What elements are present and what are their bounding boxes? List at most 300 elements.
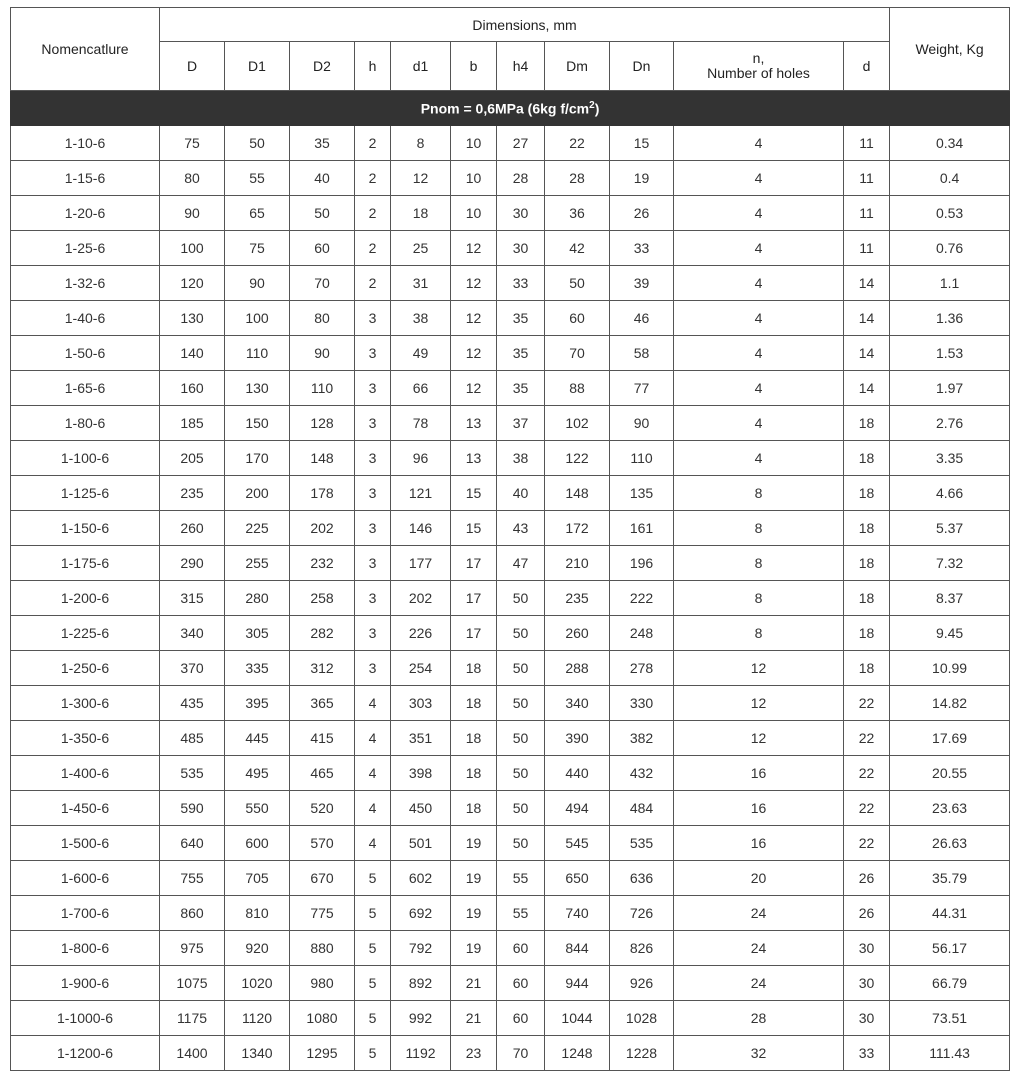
cell-Dm: 740 [545, 896, 610, 931]
cell-D2: 1080 [290, 1001, 355, 1036]
cell-holes: 4 [674, 371, 844, 406]
cell-Dn: 926 [610, 966, 674, 1001]
cell-d: 30 [844, 931, 890, 966]
cell-Dm: 70 [545, 336, 610, 371]
table-row [11, 896, 1010, 931]
cell-D1: 90 [225, 266, 290, 301]
cell-h4: 50 [497, 826, 545, 861]
pressure-band-text: Pnom = 0,6MPa (6kg f/cm [420, 100, 590, 117]
cell-b: 17 [451, 616, 497, 651]
cell-d1: 398 [391, 756, 451, 791]
cell-Dn: 278 [610, 651, 674, 686]
cell-b: 19 [451, 826, 497, 861]
cell-d1: 450 [391, 791, 451, 826]
cell-h4: 50 [497, 791, 545, 826]
cell-d1: 25 [391, 231, 451, 266]
cell-D1: 55 [225, 161, 290, 196]
cell-h4: 30 [497, 196, 545, 231]
cell-D: 860 [160, 896, 225, 931]
cell-Dn: 39 [610, 266, 674, 301]
cell-h: 4 [355, 756, 391, 791]
cell-Dn: 1028 [610, 1001, 674, 1036]
cell-Dm: 1044 [545, 1001, 610, 1036]
cell-d: 18 [844, 406, 890, 441]
cell-b: 10 [451, 126, 497, 161]
table-row [11, 441, 1010, 476]
cell-d: 14 [844, 336, 890, 371]
cell-D: 640 [160, 826, 225, 861]
cell-Dn: 90 [610, 406, 674, 441]
cell-h: 5 [355, 966, 391, 1001]
cell-d1: 146 [391, 511, 451, 546]
cell-b: 18 [451, 686, 497, 721]
cell-b: 12 [451, 336, 497, 371]
cell-d: 30 [844, 966, 890, 1001]
cell-D2: 1295 [290, 1036, 355, 1071]
pressure-band-suffix: ) [594, 100, 600, 117]
cell-Dm: 122 [545, 441, 610, 476]
cell-h: 3 [355, 616, 391, 651]
cell-d: 11 [844, 196, 890, 231]
cell-D: 205 [160, 441, 225, 476]
cell-d1: 351 [391, 721, 451, 756]
cell-h4: 60 [497, 966, 545, 1001]
table-row [11, 581, 1010, 616]
cell-Dm: 545 [545, 826, 610, 861]
cell-weight: 0.4 [890, 161, 1010, 196]
cell-D1: 110 [225, 336, 290, 371]
header-col-Dm: Dm [545, 42, 610, 91]
cell-holes: 4 [674, 126, 844, 161]
cell-D2: 980 [290, 966, 355, 1001]
cell-d: 18 [844, 441, 890, 476]
cell-Dm: 1248 [545, 1036, 610, 1071]
table-row [11, 266, 1010, 301]
header-col-Dn: Dn [610, 42, 674, 91]
cell-d: 14 [844, 266, 890, 301]
cell-Dm: 235 [545, 581, 610, 616]
cell-weight: 1.97 [890, 371, 1010, 406]
cell-nomenclature: 1-125-6 [11, 476, 160, 511]
cell-D1: 1020 [225, 966, 290, 1001]
cell-b: 13 [451, 441, 497, 476]
cell-Dm: 288 [545, 651, 610, 686]
cell-Dn: 77 [610, 371, 674, 406]
cell-Dn: 161 [610, 511, 674, 546]
cell-nomenclature: 1-500-6 [11, 826, 160, 861]
cell-D: 120 [160, 266, 225, 301]
cell-weight: 44.31 [890, 896, 1010, 931]
cell-holes: 8 [674, 511, 844, 546]
cell-h: 5 [355, 861, 391, 896]
cell-h: 3 [355, 336, 391, 371]
cell-Dn: 135 [610, 476, 674, 511]
cell-d: 22 [844, 721, 890, 756]
cell-h: 3 [355, 511, 391, 546]
cell-d1: 602 [391, 861, 451, 896]
cell-D2: 670 [290, 861, 355, 896]
cell-D1: 445 [225, 721, 290, 756]
cell-D1: 280 [225, 581, 290, 616]
cell-D1: 600 [225, 826, 290, 861]
cell-h4: 43 [497, 511, 545, 546]
header-col-h4: h4 [497, 42, 545, 91]
cell-nomenclature: 1-15-6 [11, 161, 160, 196]
header-dimensions: Dimensions, mm [160, 8, 890, 42]
cell-h4: 60 [497, 1001, 545, 1036]
table-row [11, 966, 1010, 1001]
cell-b: 17 [451, 581, 497, 616]
table-row [11, 371, 1010, 406]
cell-Dn: 33 [610, 231, 674, 266]
cell-D1: 255 [225, 546, 290, 581]
cell-nomenclature: 1-50-6 [11, 336, 160, 371]
cell-b: 12 [451, 371, 497, 406]
cell-holes: 4 [674, 231, 844, 266]
cell-weight: 2.76 [890, 406, 1010, 441]
header-col-D: D [160, 42, 225, 91]
header-col-b: b [451, 42, 497, 91]
cell-d1: 202 [391, 581, 451, 616]
cell-Dm: 494 [545, 791, 610, 826]
cell-h4: 50 [497, 581, 545, 616]
cell-nomenclature: 1-1000-6 [11, 1001, 160, 1036]
cell-D2: 232 [290, 546, 355, 581]
cell-d: 11 [844, 161, 890, 196]
table-row [11, 826, 1010, 861]
cell-d1: 12 [391, 161, 451, 196]
cell-b: 21 [451, 1001, 497, 1036]
cell-h: 2 [355, 231, 391, 266]
cell-d: 11 [844, 126, 890, 161]
cell-D2: 110 [290, 371, 355, 406]
cell-Dm: 210 [545, 546, 610, 581]
cell-h4: 50 [497, 721, 545, 756]
cell-b: 15 [451, 476, 497, 511]
cell-nomenclature: 1-350-6 [11, 721, 160, 756]
cell-b: 10 [451, 161, 497, 196]
cell-weight: 26.63 [890, 826, 1010, 861]
cell-h4: 35 [497, 371, 545, 406]
cell-b: 15 [451, 511, 497, 546]
cell-nomenclature: 1-10-6 [11, 126, 160, 161]
cell-d1: 1192 [391, 1036, 451, 1071]
cell-d: 33 [844, 1036, 890, 1071]
cell-D: 370 [160, 651, 225, 686]
cell-d1: 96 [391, 441, 451, 476]
cell-holes: 16 [674, 826, 844, 861]
cell-D: 1175 [160, 1001, 225, 1036]
table-row [11, 861, 1010, 896]
cell-weight: 1.53 [890, 336, 1010, 371]
cell-weight: 14.82 [890, 686, 1010, 721]
cell-d: 11 [844, 231, 890, 266]
cell-weight: 4.66 [890, 476, 1010, 511]
table-row [11, 931, 1010, 966]
cell-nomenclature: 1-40-6 [11, 301, 160, 336]
cell-D2: 148 [290, 441, 355, 476]
cell-h4: 30 [497, 231, 545, 266]
header-weight: Weight, Kg [890, 8, 1010, 91]
cell-b: 12 [451, 301, 497, 336]
cell-D1: 920 [225, 931, 290, 966]
cell-D2: 40 [290, 161, 355, 196]
cell-b: 13 [451, 406, 497, 441]
cell-D: 100 [160, 231, 225, 266]
cell-D2: 282 [290, 616, 355, 651]
cell-Dn: 110 [610, 441, 674, 476]
cell-nomenclature: 1-800-6 [11, 931, 160, 966]
cell-D2: 35 [290, 126, 355, 161]
cell-holes: 4 [674, 161, 844, 196]
cell-D: 485 [160, 721, 225, 756]
table-row [11, 651, 1010, 686]
cell-D1: 1340 [225, 1036, 290, 1071]
cell-nomenclature: 1-80-6 [11, 406, 160, 441]
cell-holes: 24 [674, 966, 844, 1001]
cell-d: 26 [844, 896, 890, 931]
table-row [11, 336, 1010, 371]
cell-D2: 570 [290, 826, 355, 861]
cell-D: 130 [160, 301, 225, 336]
header-col-holes [674, 42, 844, 91]
cell-holes: 4 [674, 336, 844, 371]
cell-Dm: 650 [545, 861, 610, 896]
cell-h: 2 [355, 266, 391, 301]
cell-D2: 775 [290, 896, 355, 931]
cell-D: 535 [160, 756, 225, 791]
cell-D2: 312 [290, 651, 355, 686]
cell-d: 18 [844, 511, 890, 546]
table-row [11, 1036, 1010, 1071]
cell-nomenclature: 1-175-6 [11, 546, 160, 581]
cell-h4: 40 [497, 476, 545, 511]
cell-weight: 111.43 [890, 1036, 1010, 1071]
cell-D: 75 [160, 126, 225, 161]
cell-D: 1075 [160, 966, 225, 1001]
cell-nomenclature: 1-450-6 [11, 791, 160, 826]
cell-D1: 170 [225, 441, 290, 476]
cell-D1: 705 [225, 861, 290, 896]
cell-D1: 225 [225, 511, 290, 546]
cell-Dm: 28 [545, 161, 610, 196]
cell-holes: 4 [674, 406, 844, 441]
cell-weight: 56.17 [890, 931, 1010, 966]
cell-h4: 55 [497, 896, 545, 931]
cell-D2: 258 [290, 581, 355, 616]
cell-h4: 60 [497, 931, 545, 966]
cell-nomenclature: 1-300-6 [11, 686, 160, 721]
table-row [11, 1001, 1010, 1036]
cell-h: 4 [355, 791, 391, 826]
cell-weight: 17.69 [890, 721, 1010, 756]
cell-b: 18 [451, 721, 497, 756]
cell-D1: 75 [225, 231, 290, 266]
cell-D1: 335 [225, 651, 290, 686]
cell-weight: 8.37 [890, 581, 1010, 616]
cell-D1: 50 [225, 126, 290, 161]
cell-h: 3 [355, 301, 391, 336]
cell-h: 2 [355, 161, 391, 196]
cell-weight: 1.1 [890, 266, 1010, 301]
cell-D: 80 [160, 161, 225, 196]
cell-Dn: 432 [610, 756, 674, 791]
header-col-D1: D1 [225, 42, 290, 91]
table-row [11, 161, 1010, 196]
cell-Dn: 330 [610, 686, 674, 721]
cell-D1: 810 [225, 896, 290, 931]
cell-h4: 33 [497, 266, 545, 301]
cell-nomenclature: 1-400-6 [11, 756, 160, 791]
cell-h: 4 [355, 686, 391, 721]
table-row [11, 126, 1010, 161]
cell-weight: 35.79 [890, 861, 1010, 896]
cell-b: 18 [451, 756, 497, 791]
cell-D2: 178 [290, 476, 355, 511]
cell-d: 22 [844, 756, 890, 791]
cell-holes: 8 [674, 476, 844, 511]
cell-b: 19 [451, 896, 497, 931]
table-row [11, 476, 1010, 511]
cell-nomenclature: 1-200-6 [11, 581, 160, 616]
flange-spec-table [10, 7, 1010, 1071]
header-col-d1: d1 [391, 42, 451, 91]
cell-Dm: 390 [545, 721, 610, 756]
cell-D1: 65 [225, 196, 290, 231]
cell-Dm: 50 [545, 266, 610, 301]
cell-Dm: 172 [545, 511, 610, 546]
cell-Dn: 636 [610, 861, 674, 896]
cell-Dn: 15 [610, 126, 674, 161]
cell-D1: 150 [225, 406, 290, 441]
cell-b: 19 [451, 931, 497, 966]
table-row [11, 406, 1010, 441]
cell-holes: 12 [674, 721, 844, 756]
cell-D2: 90 [290, 336, 355, 371]
cell-d1: 66 [391, 371, 451, 406]
cell-d1: 18 [391, 196, 451, 231]
cell-d1: 892 [391, 966, 451, 1001]
header-holes-short: n, [752, 50, 765, 66]
cell-d1: 226 [391, 616, 451, 651]
cell-Dm: 102 [545, 406, 610, 441]
cell-D: 260 [160, 511, 225, 546]
cell-D1: 100 [225, 301, 290, 336]
cell-D: 235 [160, 476, 225, 511]
cell-d1: 78 [391, 406, 451, 441]
header-col-h: h [355, 42, 391, 91]
cell-Dm: 440 [545, 756, 610, 791]
cell-weight: 5.37 [890, 511, 1010, 546]
cell-h: 3 [355, 406, 391, 441]
cell-D1: 1120 [225, 1001, 290, 1036]
cell-h: 3 [355, 441, 391, 476]
cell-D: 315 [160, 581, 225, 616]
cell-d1: 177 [391, 546, 451, 581]
cell-d1: 303 [391, 686, 451, 721]
cell-holes: 16 [674, 791, 844, 826]
cell-d1: 8 [391, 126, 451, 161]
cell-holes: 8 [674, 581, 844, 616]
cell-nomenclature: 1-100-6 [11, 441, 160, 476]
cell-Dm: 36 [545, 196, 610, 231]
cell-D: 435 [160, 686, 225, 721]
cell-D: 1400 [160, 1036, 225, 1071]
cell-h: 2 [355, 196, 391, 231]
cell-Dn: 46 [610, 301, 674, 336]
cell-h: 4 [355, 721, 391, 756]
cell-weight: 3.35 [890, 441, 1010, 476]
cell-Dn: 535 [610, 826, 674, 861]
cell-d1: 49 [391, 336, 451, 371]
cell-nomenclature: 1-600-6 [11, 861, 160, 896]
cell-h4: 28 [497, 161, 545, 196]
pressure-band-superscript: 2 [589, 99, 595, 111]
cell-weight: 23.63 [890, 791, 1010, 826]
cell-weight: 73.51 [890, 1001, 1010, 1036]
cell-d: 18 [844, 476, 890, 511]
cell-h4: 70 [497, 1036, 545, 1071]
cell-weight: 0.34 [890, 126, 1010, 161]
cell-weight: 0.76 [890, 231, 1010, 266]
cell-D2: 202 [290, 511, 355, 546]
cell-Dn: 222 [610, 581, 674, 616]
cell-D2: 50 [290, 196, 355, 231]
cell-D2: 70 [290, 266, 355, 301]
cell-Dm: 148 [545, 476, 610, 511]
cell-b: 19 [451, 861, 497, 896]
cell-h4: 50 [497, 756, 545, 791]
cell-Dn: 248 [610, 616, 674, 651]
cell-D: 290 [160, 546, 225, 581]
cell-d1: 31 [391, 266, 451, 301]
cell-h4: 50 [497, 651, 545, 686]
cell-b: 12 [451, 266, 497, 301]
cell-d: 22 [844, 826, 890, 861]
cell-Dm: 260 [545, 616, 610, 651]
header-row-top [11, 8, 1010, 42]
cell-d: 14 [844, 301, 890, 336]
cell-Dn: 726 [610, 896, 674, 931]
cell-D2: 365 [290, 686, 355, 721]
cell-nomenclature: 1-225-6 [11, 616, 160, 651]
table-row [11, 721, 1010, 756]
cell-b: 17 [451, 546, 497, 581]
cell-weight: 0.53 [890, 196, 1010, 231]
table-row [11, 546, 1010, 581]
cell-d: 14 [844, 371, 890, 406]
table-row [11, 511, 1010, 546]
cell-d: 18 [844, 651, 890, 686]
cell-D: 975 [160, 931, 225, 966]
cell-Dn: 826 [610, 931, 674, 966]
cell-D2: 60 [290, 231, 355, 266]
cell-d: 22 [844, 791, 890, 826]
cell-Dm: 340 [545, 686, 610, 721]
cell-nomenclature: 1-250-6 [11, 651, 160, 686]
cell-h4: 35 [497, 301, 545, 336]
cell-holes: 4 [674, 266, 844, 301]
cell-D: 160 [160, 371, 225, 406]
cell-Dm: 944 [545, 966, 610, 1001]
cell-d1: 792 [391, 931, 451, 966]
cell-nomenclature: 1-25-6 [11, 231, 160, 266]
cell-h: 5 [355, 1001, 391, 1036]
cell-D: 140 [160, 336, 225, 371]
cell-D2: 880 [290, 931, 355, 966]
cell-D2: 520 [290, 791, 355, 826]
cell-d: 18 [844, 546, 890, 581]
